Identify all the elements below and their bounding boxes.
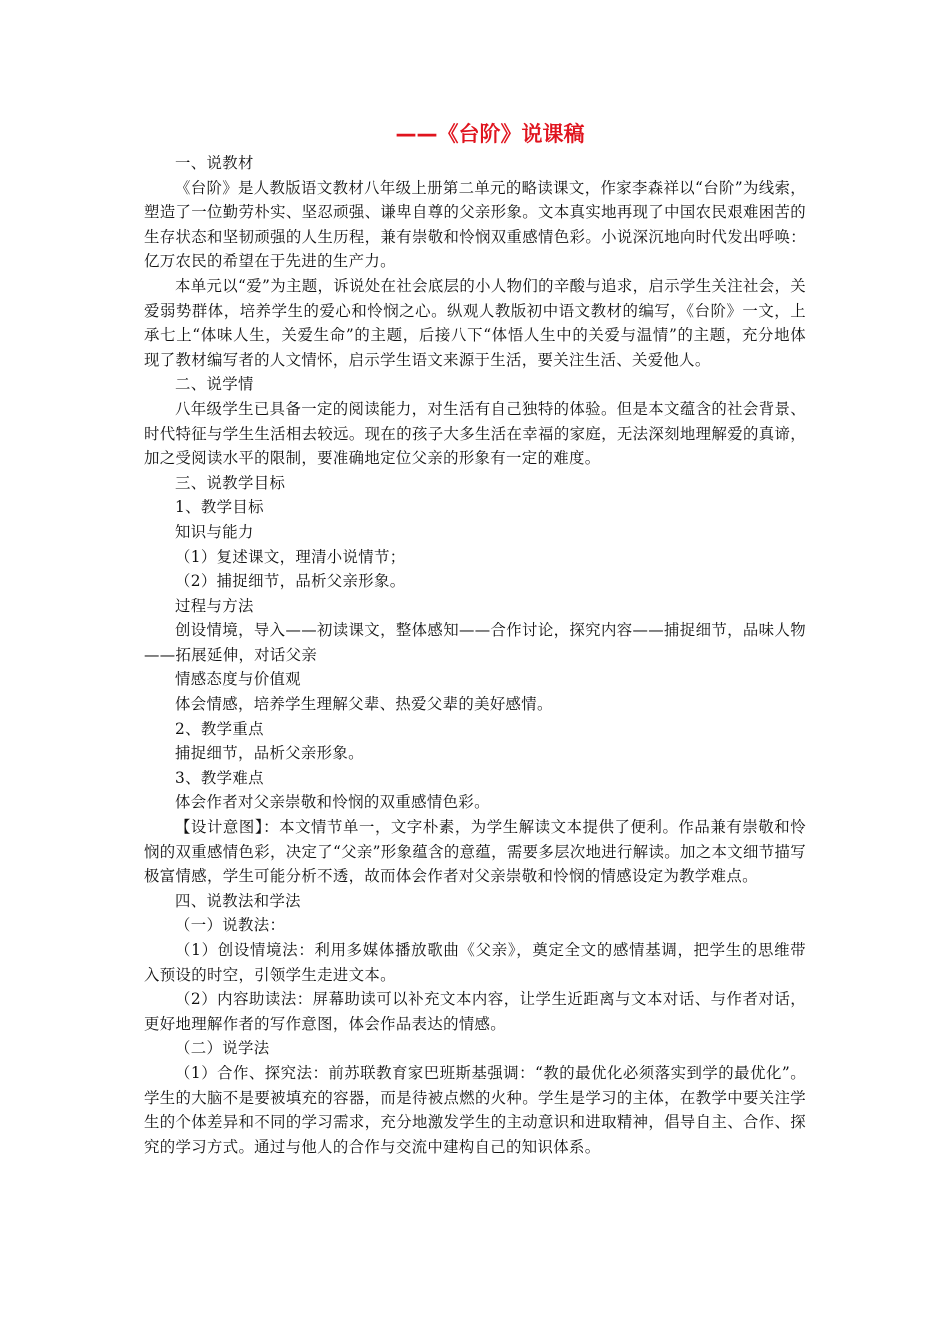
paragraph: 八年级学生已具备一定的阅读能力，对生活有自己独特的体验。但是本文蕴含的社会背景、时代特征与学生生活相去较远。现在的孩子大多生活在幸福的家庭，无法深刻地理解爱的真谛，加之受阅读水平的限制，要准确地定位父亲的形象有一定的难度。 <box>144 399 806 468</box>
paragraph: 本单元以“爱”为主题，诉说处在社会底层的小人物们的辛酸与追求，启示学生关注社会，关爱弱势群体，培养学生的爱心和怜悯之心。纵观人教版初中语文教材的编写，《台阶》一文，上承七上“体味人生，关爱生命”的主题，后接八下“体悟人生中的关爱与温情”的主题，充分地体现了教材编写者的人文情怀，启示学生语文来源于生活，要关注生活、关爱他人。 <box>144 276 806 369</box>
paragraph: 创设情境，导入——初读课文，整体感知——合作讨论，探究内容——捕捉细节，品味人物——拓展延伸，对话父亲 <box>144 621 806 664</box>
paragraph: （2）捕捉细节，品析父亲形象。 <box>175 572 406 591</box>
document-title: ——《台阶》说课稿 <box>395 122 585 146</box>
paragraph: （二）说学法 <box>175 1039 270 1058</box>
paragraph: （1）合作、探究法：前苏联教育家巴班斯基强调：“教的最优化必须落实到学的最优化”。学生的大脑不是要被填充的容器，而是待被点燃的火种。学生是学习的主体，在教学中要关注学生的个体差异和不同的学习需求，充分地激发学生的主动意识和进取精神，倡导自主、合作、探究的学习方式。通过与他人的合作与交流中建构自己的知识体系。 <box>144 1063 806 1156</box>
paragraph: （一）说教法： <box>175 916 286 935</box>
paragraph: 二、说学情 <box>175 375 254 394</box>
document-body <box>144 151 806 1159</box>
paragraph: （1）创设情境法：利用多媒体播放歌曲《父亲》，奠定全文的感情基调，把学生的思维带入预设的时空，引领学生走进文本。 <box>144 941 806 984</box>
paragraph: 情感态度与价值观 <box>175 670 301 689</box>
paragraph: 过程与方法 <box>175 596 254 615</box>
paragraph: 体会情感，培养学生理解父辈、热爱父辈的美好感情。 <box>175 695 553 714</box>
paragraph: 三、说教学目标 <box>175 473 286 492</box>
paragraph: 一、说教材 <box>175 154 254 172</box>
paragraph: 四、说教法和学法 <box>175 891 301 910</box>
paragraph: 知识与能力 <box>175 522 254 541</box>
paragraph: 《台阶》是人教版语文教材八年级上册第二单元的略读课文，作家李森祥以“台阶”为线索，塑造了一位勤劳朴实、坚忍顽强、谦卑自尊的父亲形象。文本真实地再现了中国农民艰难困苦的生存状态和坚韧顽强的人生历程，兼有崇敬和怜悯双重感情色彩。小说深沉地向时代发出呼唤：亿万农民的希望在于先进的生产力。 <box>144 178 806 271</box>
paragraph: 【设计意图】：本文情节单一，文字朴素，为学生解读文本提供了便利。作品兼有崇敬和怜悯的双重感情色彩，决定了“父亲”形象蕴含的意蕴，需要多层次地进行解读。加之本文细节描写极富情感，学生可能分析不透，故而体会作者对父亲崇敬和怜悯的情感设定为教学难点。 <box>144 818 806 886</box>
document-page <box>144 118 806 1159</box>
paragraph: 1、教学目标 <box>175 498 264 517</box>
paragraph: 3、教学难点 <box>175 768 264 787</box>
paragraph: 2、教学重点 <box>175 719 264 738</box>
paragraph: （1）复述课文，理清小说情节； <box>175 547 406 566</box>
paragraph: 捕捉细节，品析父亲形象。 <box>175 744 364 763</box>
paragraph: （2）内容助读法：屏幕助读可以补充文本内容，让学生近距离与文本对话、与作者对话，更好地理解作者的写作意图，体会作品表达的情感。 <box>144 990 806 1033</box>
paragraph: 体会作者对父亲崇敬和怜悯的双重感情色彩。 <box>175 793 490 812</box>
